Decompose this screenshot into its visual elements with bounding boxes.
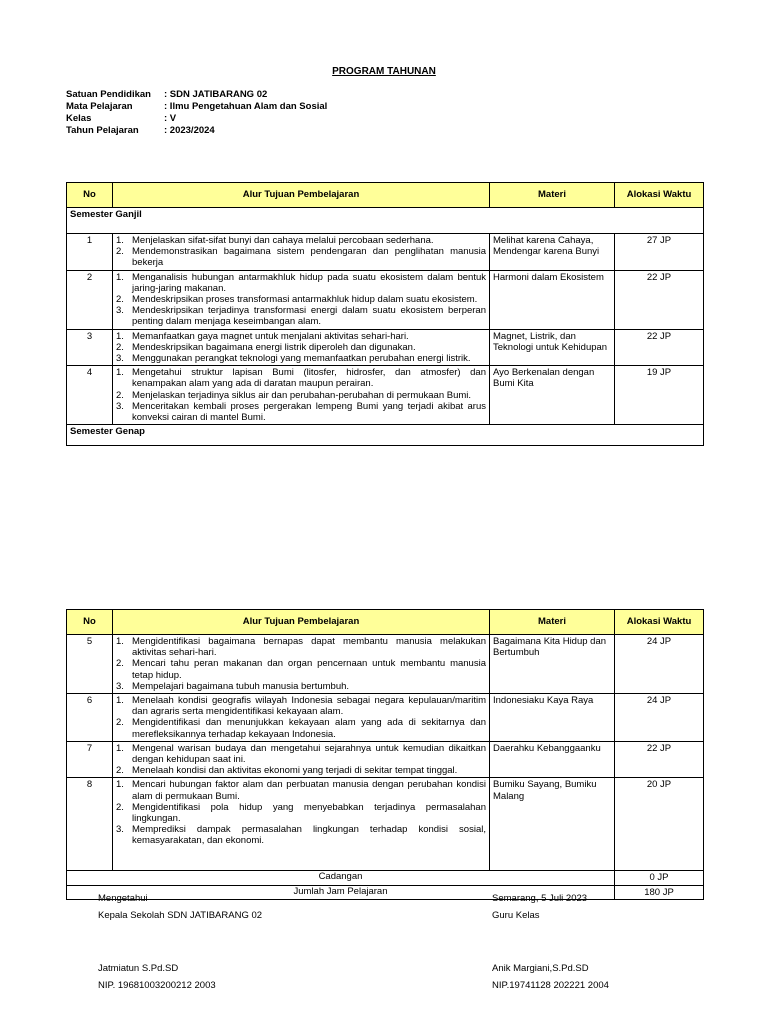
atp-item: Mendeskripsikan proses transformasi antarmakhluk hidup dalam suatu ekosistem. [132, 294, 478, 306]
meta-label: Satuan Pendidikan [66, 89, 151, 100]
semester-row [67, 425, 704, 446]
row-number: 5 [67, 635, 113, 694]
atp-item: Menjelaskan sifat-sifat bunyi dan cahaya melalui percobaan sederhana. [132, 235, 434, 246]
footer-kepsek-nip: NIP. 19681003200212 2003 [98, 980, 216, 991]
atp-item: Menelaah kondisi geografis wilayah Indonesia sebagai negara kepulauan/maritim dan agraris serta mengidentifikasi kekayaan alam. [132, 695, 486, 718]
jp-cell: 20 JP [615, 778, 704, 871]
meta-value: : 2023/2024 [164, 125, 215, 136]
materi-cell: Magnet, Listrik, dan Teknologi untuk Kehidupan [490, 329, 615, 366]
atp-item: Memanfaatkan gaya magnet untuk menjalani aktivitas sehari-hari. [132, 330, 409, 342]
atp-item: Mengidentifikasi bagaimana bernapas dapat membantu manusia melakukan aktivitas sehari-hari. [132, 636, 486, 659]
atp-item: Mendemonstrasikan bagaimana sistem pendengaran dan penglihatan manusia bekerja [132, 246, 486, 269]
jumlah-value: 180 JP [615, 885, 704, 899]
semester-genap-label: Semester Genap [67, 425, 704, 446]
table-header-row [67, 183, 704, 208]
atp-cell: 1. Memanfaatkan gaya magnet untuk menjalani aktivitas sehari-hari. 2. Mendeskripsikan bagaimana energi listrik diperoleh dan digunakan. 3. Menggunakan perangkat teknologi yang memanfaatkan perubahan energi listrik. [113, 329, 490, 366]
atp-item: Mengidentifikasi pola hidup yang menyebabkan terjadinya permasalahan lingkungan. [132, 801, 486, 825]
row-number: 8 [67, 778, 113, 871]
atp-cell: 1. Menjelaskan sifat-sifat bunyi dan cahaya melalui percobaan sederhana. 2. Mendemonstrasikan bagaimana sistem pendengaran dan penglihatan manusia bekerja [113, 234, 490, 271]
jp-cell: 24 JP [615, 635, 704, 694]
jumlah-row [67, 885, 704, 899]
header-materi: Materi [490, 183, 615, 208]
materi-cell: Indonesiaku Kaya Raya [490, 694, 615, 742]
jp-cell: 22 JP [615, 741, 704, 778]
row-number: 4 [67, 366, 113, 425]
atp-cell: 1. Mengidentifikasi bagaimana bernapas dapat membantu manusia melakukan aktivitas sehari-hari. 2. Mencari tahu peran makanan dan organ pencernaan untuk membantu manusia tetap hidup. 3. Mempelajari bagaimana tubuh manusia bertumbuh. [113, 635, 490, 694]
cadangan-value: 0 JP [615, 871, 704, 885]
atp-cell: 1. Menganalisis hubungan antarmakhluk hidup pada suatu ekosistem dalam bentuk jaring-jaring makanan. 2. Mendeskripsikan proses transformasi antarmakhluk hidup dalam suatu ekosistem. 3. Mendeskripsikan terjadinya transformasi energi dalam suatu ekosistem berperan penting dalam menjaga keseimbangan alam. [113, 270, 490, 329]
atp-cell: 1. Mencari hubungan faktor alam dan perbuatan manusia dengan perubahan kondisi alam di permukaan Bumi. 2. Mengidentifikasi pola hidup yang menyebabkan terjadinya permasalahan lingkungan. 3. Memprediksi dampak permasalahan lingkungan terhadap kondisi sosial, kemasyarakatan, dan ekonomi. [113, 778, 490, 871]
semester-row [67, 208, 704, 234]
table-row [67, 694, 704, 742]
table-row [67, 741, 704, 778]
atp-item: Mengetahui struktur lapisan Bumi (litosfer, hidrosfer, dan atmosfer) dan kenampakan alam yang ada di daratan maupun perairan. [132, 367, 486, 390]
materi-cell: Harmoni dalam Ekosistem [490, 270, 615, 329]
atp-item: Menceritakan kembali proses pergerakan lempeng Bumi yang terjadi akibat arus konveksi cairan di mantel Bumi. [132, 400, 486, 424]
materi-cell: Daerahku Kebanggaanku [490, 741, 615, 778]
footer-place-date: Semarang, 5 Juli 2023 [492, 893, 588, 904]
header-no: No [67, 610, 113, 635]
footer-kepsek-name: Jatmiatun S.Pd.SD [98, 963, 179, 974]
meta-label: Mata Pelajaran [66, 101, 133, 112]
header-alokasi: Alokasi Waktu [615, 183, 704, 208]
atp-cell: 1. Mengenal warisan budaya dan mengetahui sejarahnya untuk kemudian dikaitkan dengan kehidupan saat ini. 2. Menelaah kondisi dan aktivitas ekonomi yang terjadi di sekitar tempat tinggal. [113, 741, 490, 778]
meta-row-kelas [66, 113, 327, 125]
meta-row-tahun [66, 125, 327, 137]
atp-cell: 1. Mengetahui struktur lapisan Bumi (litosfer, hidrosfer, dan atmosfer) dan kenampakan alam yang ada di daratan maupun perairan. 2. Menjelaskan terjadinya siklus air dan perubahan-perubahan di permukaan Bumi. 3. Menceritakan kembali proses pergerakan lempeng Bumi yang terjadi akibat arus konveksi cairan di mantel Bumi. [113, 366, 490, 425]
row-number: 7 [67, 741, 113, 778]
table-row [67, 778, 704, 871]
header-materi: Materi [490, 610, 615, 635]
meta-label: Kelas [66, 113, 92, 124]
row-number: 6 [67, 694, 113, 742]
meta-row-mapel [66, 101, 327, 113]
meta-value: : SDN JATIBARANG 02 [164, 89, 268, 100]
jumlah-label: Jumlah Jam Pelajaran [67, 885, 615, 899]
materi-cell: Bumiku Sayang, Bumiku Malang [490, 778, 615, 871]
table-row [67, 329, 704, 366]
atp-item: Menggunakan perangkat teknologi yang memanfaatkan perubahan energi listrik. [132, 353, 471, 365]
semester-ganjil-label: Semester Ganjil [67, 208, 704, 234]
atp-item: Mempelajari bagaimana tubuh manusia bertumbuh. [132, 680, 350, 692]
meta-row-satuan [66, 89, 327, 101]
atp-item: Memprediksi dampak permasalahan lingkungan terhadap kondisi sosial, kemasyarakatan, dan ekonomi. [132, 824, 486, 847]
program-table-genap [66, 609, 704, 900]
header-no: No [67, 183, 113, 208]
atp-item: Mengidentifikasi dan menunjukkan kekayaan alam yang ada di sekitarnya dan merefleksikannya terhadap kekayaan Indonesia. [132, 717, 486, 740]
row-number: 3 [67, 329, 113, 366]
header-atp: Alur Tujuan Pembelajaran [113, 183, 490, 208]
footer-mengetahui: Mengetahui [98, 893, 148, 904]
page-title: PROGRAM TAHUNAN [332, 66, 436, 77]
atp-item: Mendeskripsikan terjadinya transformasi energi dalam suatu ekosistem berperan penting dalam menjaga keseimbangan alam. [132, 305, 486, 328]
meta-value: : V [164, 113, 177, 124]
atp-item: Mencari hubungan faktor alam dan perbuatan manusia dengan perubahan kondisi alam di permukaan Bumi. [132, 779, 486, 802]
atp-item: Mencari tahu peran makanan dan organ pencernaan untuk membantu manusia tetap hidup. [132, 658, 486, 681]
footer-guru-name: Anik Margiani,S.Pd.SD [492, 963, 589, 974]
footer-kepala-sekolah: Kepala Sekolah SDN JATIBARANG 02 [98, 910, 263, 921]
table-row [67, 234, 704, 271]
cadangan-label: Cadangan [67, 871, 615, 885]
table-header-row [67, 610, 704, 635]
atp-item: Mengenal warisan budaya dan mengetahui sejarahnya untuk kemudian dikaitkan dengan kehidupan saat ini. [132, 742, 486, 766]
atp-cell: 1. Menelaah kondisi geografis wilayah Indonesia sebagai negara kepulauan/maritim dan agraris serta mengidentifikasi kekayaan alam. 2. Mengidentifikasi dan menunjukkan kekayaan alam yang ada di sekitarnya dan merefleksikannya terhadap kekayaan Indonesia. [113, 694, 490, 742]
cadangan-row [67, 871, 704, 885]
atp-item: Menganalisis hubungan antarmakhluk hidup pada suatu ekosistem dalam bentuk jaring-jaring makanan. [132, 271, 486, 294]
materi-cell: Melihat karena Cahaya, Mendengar karena Bunyi [490, 234, 615, 271]
table-row [67, 635, 704, 694]
jp-cell: 22 JP [615, 329, 704, 366]
table-row [67, 366, 704, 425]
row-number: 1 [67, 234, 113, 271]
materi-cell: Ayo Berkenalan dengan Bumi Kita [490, 366, 615, 425]
jp-cell: 24 JP [615, 694, 704, 742]
header-atp: Alur Tujuan Pembelajaran [113, 610, 490, 635]
jp-cell: 22 JP [615, 270, 704, 329]
materi-cell: Bagaimana Kita Hidup dan Bertumbuh [490, 635, 615, 694]
jp-cell: 27 JP [615, 234, 704, 271]
jp-cell: 19 JP [615, 366, 704, 425]
row-number: 2 [67, 270, 113, 329]
footer-guru-nip: NIP.19741128 202221 2004 [492, 980, 609, 991]
atp-item: Mendeskripsikan bagaimana energi listrik diperoleh dan digunakan. [132, 341, 416, 353]
footer-guru-kelas: Guru Kelas [492, 910, 540, 921]
meta-label: Tahun Pelajaran [66, 125, 139, 136]
program-table-ganjil [66, 182, 704, 446]
atp-item: Menjelaskan terjadinya siklus air dan perubahan-perubahan di permukaan Bumi. [132, 389, 472, 401]
meta-value: : Ilmu Pengetahuan Alam dan Sosial [164, 101, 328, 112]
document-meta [66, 89, 327, 137]
atp-item: Menelaah kondisi dan aktivitas ekonomi yang terjadi di sekitar tempat tinggal. [132, 765, 458, 777]
table-row [67, 270, 704, 329]
header-alokasi: Alokasi Waktu [615, 610, 704, 635]
